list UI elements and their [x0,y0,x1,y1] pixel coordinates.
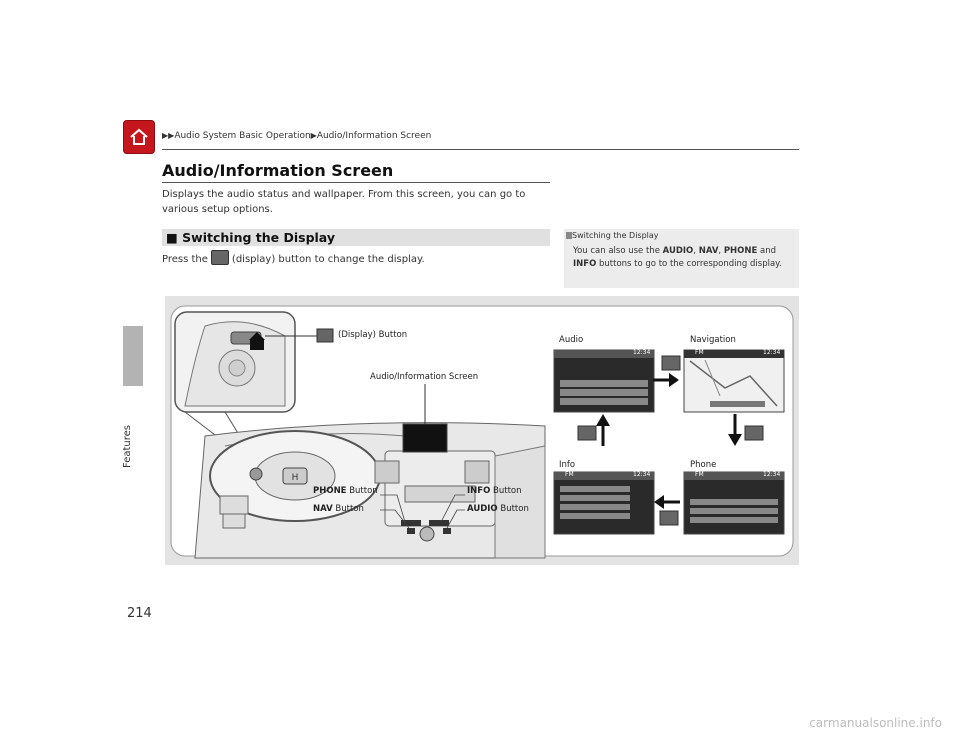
screen-time: 12:34 [763,471,781,478]
section-body-text: (display) button to change the display. [231,254,425,265]
screen-time: 12:34 [633,349,651,356]
home-button[interactable] [123,120,155,154]
breadcrumb [162,131,431,141]
intro-paragraph: Displays the audio status and wallpaper. From this screen, you can go to various setup options. [162,189,526,215]
display-button-label: (Display) Button [338,330,408,340]
screen-band: FM [695,471,704,478]
section-body [162,250,425,265]
title-divider [162,182,550,183]
illustration [165,296,799,565]
section-title: ■ Switching the Display [166,230,336,245]
screen-name-info: Info [559,460,576,470]
screen-name-phone: Phone [690,460,717,470]
screen-band: FM [565,471,574,478]
breadcrumb-item[interactable]: Audio/Information Screen [316,131,432,141]
svg-text:H: H [291,473,299,483]
phone-button-label: PHONE Button [313,486,378,496]
page-number: 214 [127,606,152,621]
screen-name-navigation: Navigation [690,335,736,345]
home-icon [129,127,149,147]
nav-button-label: NAV Button [313,504,364,514]
watermark: carmanualsonline.info [809,716,942,730]
chapter-label: Features [122,425,133,468]
display-button-icon [211,250,229,265]
breadcrumb-item[interactable]: Audio System Basic Operation [174,131,311,141]
chapter-tab[interactable] [123,326,143,386]
screen-band: FM [695,349,704,356]
note-title-text: Switching the Display [572,231,659,240]
screen-time: 12:34 [763,349,781,356]
section-body-text: Press the [162,254,208,265]
breadcrumb-arrow-icon: ▶ [310,131,317,140]
audio-button-label: AUDIO Button [467,504,529,514]
page-title: Audio/Information Screen [162,161,394,180]
note-title[interactable] [566,231,659,240]
breadcrumb-arrow-icon: ▶▶ [162,131,175,140]
screen-name-audio: Audio [559,335,584,345]
info-button-label: INFO Button [467,486,522,496]
section-title-text: Switching the Display [182,230,336,245]
screen-label: Audio/Information Screen [370,372,479,382]
screen-time: 12:34 [633,471,651,478]
header-divider [162,149,799,150]
note-body: You can also use the AUDIO, NAV, PHONE and INFO buttons to go to the corresponding display. [573,246,782,269]
